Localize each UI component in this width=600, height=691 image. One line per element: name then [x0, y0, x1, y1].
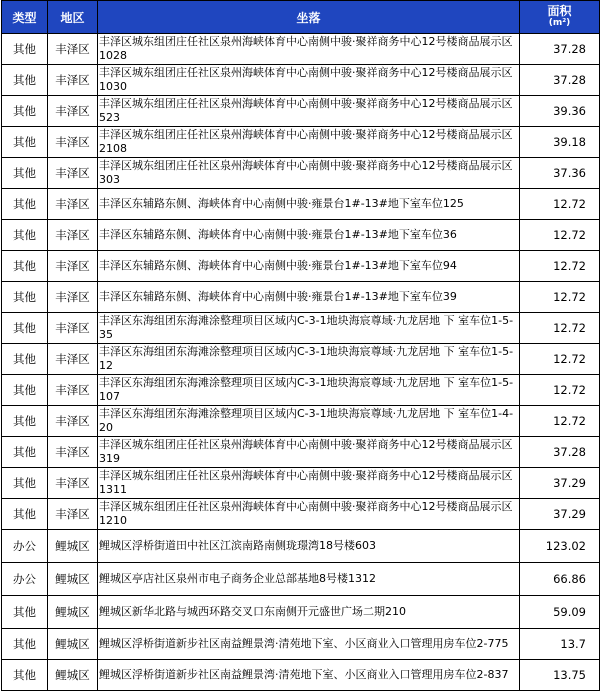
- cell-location: 丰泽区城东组团庄任社区泉州海峡体育中心南侧中骏·聚祥商务中心12号楼商品展示区1028: [98, 34, 520, 65]
- cell-location: 丰泽区东辅路东侧、海峡体育中心南侧中骏·雍景台1#-13#地下室车位39: [98, 282, 520, 313]
- table-row: [2, 282, 600, 313]
- cell-area: 37.28: [520, 437, 600, 468]
- table-row: [2, 375, 600, 406]
- cell-type: 其他: [2, 127, 48, 158]
- header-location: 坐落: [98, 1, 520, 34]
- cell-type: 其他: [2, 344, 48, 375]
- cell-type: 其他: [2, 375, 48, 406]
- cell-area: 37.28: [520, 34, 600, 65]
- cell-location: 丰泽区东海组团东海滩涂整理项目区域内C-3-1地块海宸尊域·九龙居地 下 室车位1-5-35: [98, 313, 520, 344]
- cell-area: 12.72: [520, 406, 600, 437]
- cell-type: 其他: [2, 282, 48, 313]
- table-row: [2, 189, 600, 220]
- cell-area: 12.72: [520, 220, 600, 251]
- cell-area: 13.7: [520, 629, 600, 660]
- cell-district: 丰泽区: [48, 406, 98, 437]
- cell-district: 鲤城区: [48, 596, 98, 629]
- table-row: [2, 468, 600, 499]
- cell-location: 丰泽区城东组团庄任社区泉州海峡体育中心南侧中骏·聚祥商务中心12号楼商品展示区1311: [98, 468, 520, 499]
- cell-location: 丰泽区城东组团庄任社区泉州海峡体育中心南侧中骏·聚祥商务中心12号楼商品展示区319: [98, 437, 520, 468]
- cell-location: 丰泽区东海组团东海滩涂整理项目区域内C-3-1地块海宸尊域·九龙居地 下 室车位1-5-12: [98, 344, 520, 375]
- table-row: [2, 127, 600, 158]
- cell-location: 鲤城区浮桥街道田中社区江滨南路南侧珑璟湾18号楼603: [98, 530, 520, 563]
- table-header-row: [2, 1, 600, 34]
- cell-district: 丰泽区: [48, 189, 98, 220]
- cell-area: 12.72: [520, 189, 600, 220]
- table-row: [2, 344, 600, 375]
- cell-area: 39.36: [520, 96, 600, 127]
- cell-area: 12.72: [520, 344, 600, 375]
- cell-type: 其他: [2, 499, 48, 530]
- cell-area: 12.72: [520, 375, 600, 406]
- cell-location: 丰泽区城东组团庄任社区泉州海峡体育中心南侧中骏·聚祥商务中心12号楼商品展示区1210: [98, 499, 520, 530]
- cell-type: 其他: [2, 406, 48, 437]
- cell-type: 其他: [2, 189, 48, 220]
- table-row: [2, 251, 600, 282]
- cell-location: 丰泽区东辅路东侧、海峡体育中心南侧中骏·雍景台1#-13#地下室车位36: [98, 220, 520, 251]
- cell-district: 丰泽区: [48, 344, 98, 375]
- cell-district: 丰泽区: [48, 468, 98, 499]
- table-row: [2, 437, 600, 468]
- cell-district: 丰泽区: [48, 375, 98, 406]
- cell-type: 其他: [2, 34, 48, 65]
- cell-location: 丰泽区城东组团庄任社区泉州海峡体育中心南侧中骏·聚祥商务中心12号楼商品展示区1030: [98, 65, 520, 96]
- property-table: [1, 0, 600, 691]
- cell-area: 37.36: [520, 158, 600, 189]
- table-row: [2, 499, 600, 530]
- cell-district: 丰泽区: [48, 499, 98, 530]
- cell-type: 办公: [2, 530, 48, 563]
- cell-type: 办公: [2, 563, 48, 596]
- cell-district: 鲤城区: [48, 629, 98, 660]
- table-row: [2, 406, 600, 437]
- cell-district: 丰泽区: [48, 220, 98, 251]
- cell-type: 其他: [2, 437, 48, 468]
- cell-area: 37.29: [520, 468, 600, 499]
- cell-location: 鲤城区浮桥街道新步社区南益鲤景湾·清苑地下室、小区商业入口管理用房车位2-837: [98, 660, 520, 691]
- cell-district: 丰泽区: [48, 127, 98, 158]
- cell-location: 丰泽区城东组团庄任社区泉州海峡体育中心南侧中骏·聚祥商务中心12号楼商品展示区303: [98, 158, 520, 189]
- table-row: [2, 629, 600, 660]
- cell-location: 鲤城区新华北路与城西环路交叉口东南侧开元盛世广场二期210: [98, 596, 520, 629]
- cell-area: 12.72: [520, 251, 600, 282]
- cell-area: 12.72: [520, 313, 600, 344]
- cell-district: 丰泽区: [48, 65, 98, 96]
- cell-type: 其他: [2, 660, 48, 691]
- cell-location: 鲤城区浮桥街道新步社区南益鲤景湾·清苑地下室、小区商业入口管理用房车位2-775: [98, 629, 520, 660]
- cell-location: 丰泽区东辅路东侧、海峡体育中心南侧中骏·雍景台1#-13#地下室车位94: [98, 251, 520, 282]
- cell-area: 66.86: [520, 563, 600, 596]
- table-row: [2, 530, 600, 563]
- cell-district: 丰泽区: [48, 34, 98, 65]
- table-row: [2, 660, 600, 691]
- cell-area: 13.75: [520, 660, 600, 691]
- cell-district: 丰泽区: [48, 251, 98, 282]
- table-row: [2, 65, 600, 96]
- cell-area: 59.09: [520, 596, 600, 629]
- cell-type: 其他: [2, 468, 48, 499]
- cell-district: 丰泽区: [48, 282, 98, 313]
- cell-location: 鲤城区亭店社区泉州市电子商务企业总部基地8号楼1312: [98, 563, 520, 596]
- header-area: [520, 1, 600, 34]
- cell-location: 丰泽区东辅路东侧、海峡体育中心南侧中骏·雍景台1#-13#地下室车位125: [98, 189, 520, 220]
- cell-district: 丰泽区: [48, 158, 98, 189]
- cell-district: 丰泽区: [48, 313, 98, 344]
- header-type: 类型: [2, 1, 48, 34]
- table-row: [2, 158, 600, 189]
- header-district: 地区: [48, 1, 98, 34]
- cell-location: 丰泽区东海组团东海滩涂整理项目区域内C-3-1地块海宸尊域·九龙居地 下 室车位1-5-107: [98, 375, 520, 406]
- cell-type: 其他: [2, 596, 48, 629]
- cell-district: 鲤城区: [48, 660, 98, 691]
- table-body: [2, 34, 600, 691]
- cell-type: 其他: [2, 96, 48, 127]
- table-row: [2, 34, 600, 65]
- header-area-unit: (m²): [548, 18, 571, 28]
- cell-type: 其他: [2, 313, 48, 344]
- cell-district: 丰泽区: [48, 96, 98, 127]
- table-row: [2, 220, 600, 251]
- cell-area: 39.18: [520, 127, 600, 158]
- cell-location: 丰泽区东海组团东海滩涂整理项目区域内C-3-1地块海宸尊域·九龙居地 下 室车位1-4-20: [98, 406, 520, 437]
- cell-district: 鲤城区: [48, 530, 98, 563]
- cell-location: 丰泽区城东组团庄任社区泉州海峡体育中心南侧中骏·聚祥商务中心12号楼商品展示区2108: [98, 127, 520, 158]
- cell-area: 123.02: [520, 530, 600, 563]
- table-row: [2, 563, 600, 596]
- cell-type: 其他: [2, 220, 48, 251]
- cell-district: 鲤城区: [48, 563, 98, 596]
- table-row: [2, 96, 600, 127]
- cell-district: 丰泽区: [48, 437, 98, 468]
- table-row: [2, 313, 600, 344]
- cell-type: 其他: [2, 251, 48, 282]
- cell-area: 37.28: [520, 65, 600, 96]
- cell-type: 其他: [2, 629, 48, 660]
- table-row: [2, 596, 600, 629]
- cell-location: 丰泽区城东组团庄任社区泉州海峡体育中心南侧中骏·聚祥商务中心12号楼商品展示区523: [98, 96, 520, 127]
- header-area-label: 面积: [547, 4, 572, 18]
- cell-area: 12.72: [520, 282, 600, 313]
- cell-area: 37.29: [520, 499, 600, 530]
- cell-type: 其他: [2, 158, 48, 189]
- cell-type: 其他: [2, 65, 48, 96]
